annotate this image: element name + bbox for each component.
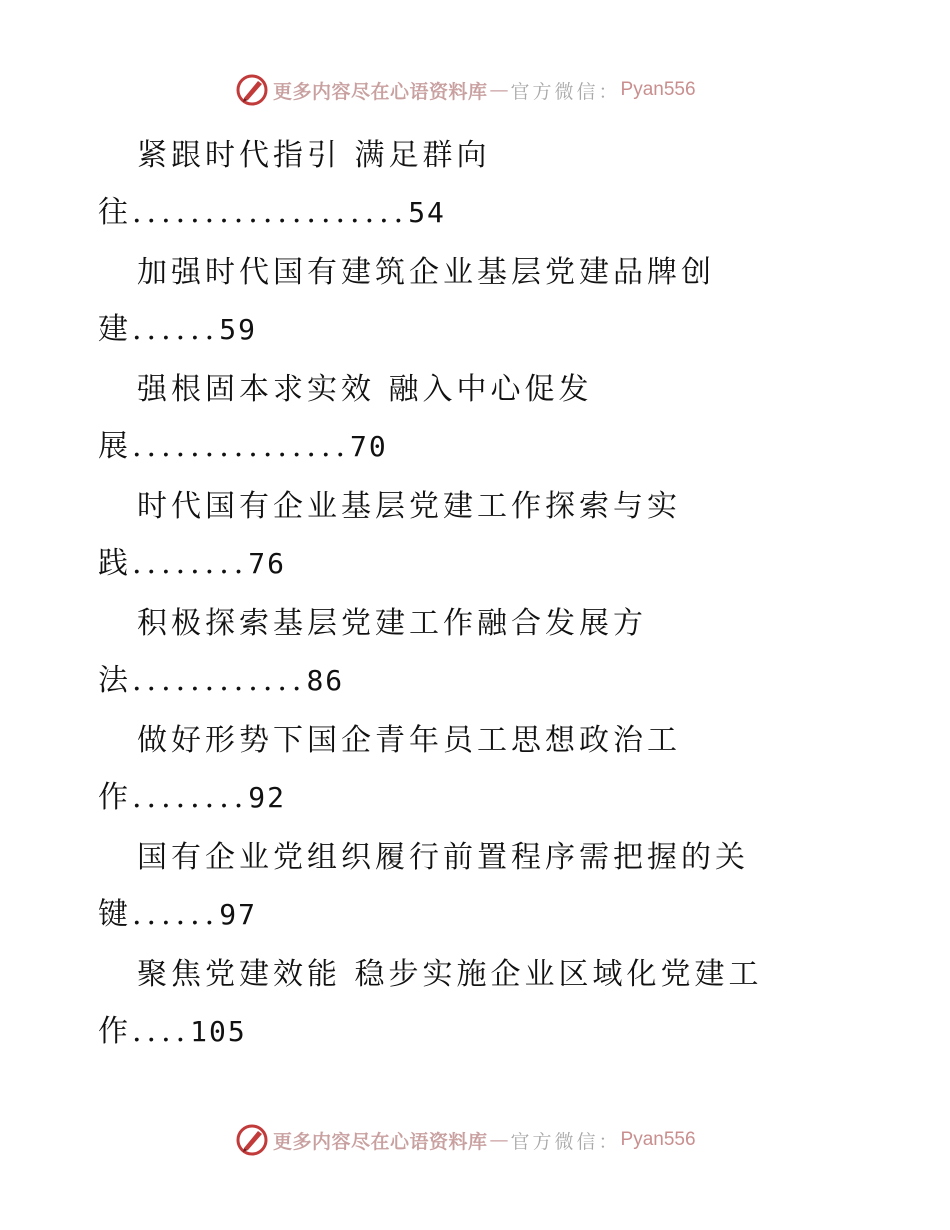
toc-entry[interactable] (0, 352, 950, 469)
toc-entry-page-number: 92 (248, 781, 287, 814)
toc-entry-page-number: 70 (350, 430, 388, 463)
toc-entry-tail: 键 (98, 897, 132, 932)
toc-entry-tail-line (98, 304, 257, 348)
watermark-wechat-id: Pyan556 (620, 79, 696, 100)
toc-entry-title: 做好形势下国企青年员工思想政治工 (137, 723, 681, 758)
toc-entry[interactable] (0, 118, 950, 235)
toc-entry-page-number: 105 (190, 1015, 247, 1048)
toc-entry-tail-line (98, 421, 388, 465)
toc-entry-tail-line (98, 538, 286, 582)
toc-entry-tail-line (98, 655, 344, 699)
toc-entry-leader-dots: ...... (132, 312, 220, 347)
toc-entry-title: 强根固本求实效 融入中心促发 (137, 372, 593, 407)
toc-entry-tail: 作 (98, 1014, 132, 1049)
watermark-text: 更多内容尽在心语资料库 (273, 80, 488, 103)
toc-entry-tail: 展 (98, 429, 132, 464)
toc-entry-leader-dots: ........ (132, 780, 249, 815)
toc-entry[interactable] (0, 235, 950, 352)
toc-entry-leader-dots: ............... (132, 429, 351, 464)
toc-entry-page-number: 76 (248, 547, 287, 580)
watermark-dash: — (489, 79, 509, 101)
watermark-dash: — (489, 1129, 509, 1151)
toc-entry-page-number: 54 (408, 196, 446, 229)
toc-entry-leader-dots: ........ (132, 546, 249, 581)
toc-entry-tail: 作 (98, 780, 132, 815)
watermark-wechat-label: 官方微信： (510, 80, 621, 103)
toc-entry-title: 国有企业党组织履行前置程序需把握的关 (137, 840, 749, 875)
toc-entry-title: 聚焦党建效能 稳步实施企业区域化党建工 (137, 957, 763, 992)
toc-entry-title: 加强时代国有建筑企业基层党建品牌创 (137, 255, 715, 290)
toc-entry-page-number: 59 (219, 313, 257, 346)
toc-entry-page-number: 97 (219, 898, 257, 931)
toc-entry[interactable] (0, 703, 950, 820)
watermark-text: 更多内容尽在心语资料库 (273, 1130, 488, 1153)
toc-entry-tail-line (98, 187, 446, 231)
toc-entry[interactable] (0, 820, 950, 937)
toc-entry-tail: 建 (98, 312, 132, 347)
toc-entry-page-number: 86 (306, 664, 345, 697)
toc-entry-leader-dots: ................... (132, 195, 409, 230)
watermark-wechat-label: 官方微信： (510, 1130, 621, 1153)
pen-circle-logo-icon (235, 1123, 269, 1157)
toc-entry[interactable] (0, 586, 950, 703)
pen-circle-logo-icon (235, 73, 269, 107)
toc-entry-tail-line (98, 1006, 247, 1050)
toc-entry-title: 时代国有企业基层党建工作探索与实 (137, 489, 681, 524)
toc-entry-title: 紧跟时代指引 满足群向 (137, 138, 491, 173)
toc-entry[interactable] (0, 937, 950, 1054)
footer-watermark (0, 1122, 950, 1158)
table-of-contents (0, 118, 950, 1054)
toc-entry[interactable] (0, 469, 950, 586)
watermark-wechat-id: Pyan556 (620, 1129, 696, 1150)
toc-entry-tail-line (98, 772, 286, 816)
header-watermark (0, 72, 950, 108)
toc-entry-tail: 法 (98, 663, 132, 698)
toc-entry-tail: 往 (98, 195, 132, 230)
toc-entry-title: 积极探索基层党建工作融合发展方 (137, 606, 647, 641)
toc-entry-leader-dots: ...... (132, 897, 220, 932)
toc-entry-tail-line (98, 889, 257, 933)
toc-entry-tail: 践 (98, 546, 132, 581)
toc-entry-leader-dots: ............ (132, 663, 307, 698)
toc-entry-leader-dots: .... (132, 1014, 191, 1049)
